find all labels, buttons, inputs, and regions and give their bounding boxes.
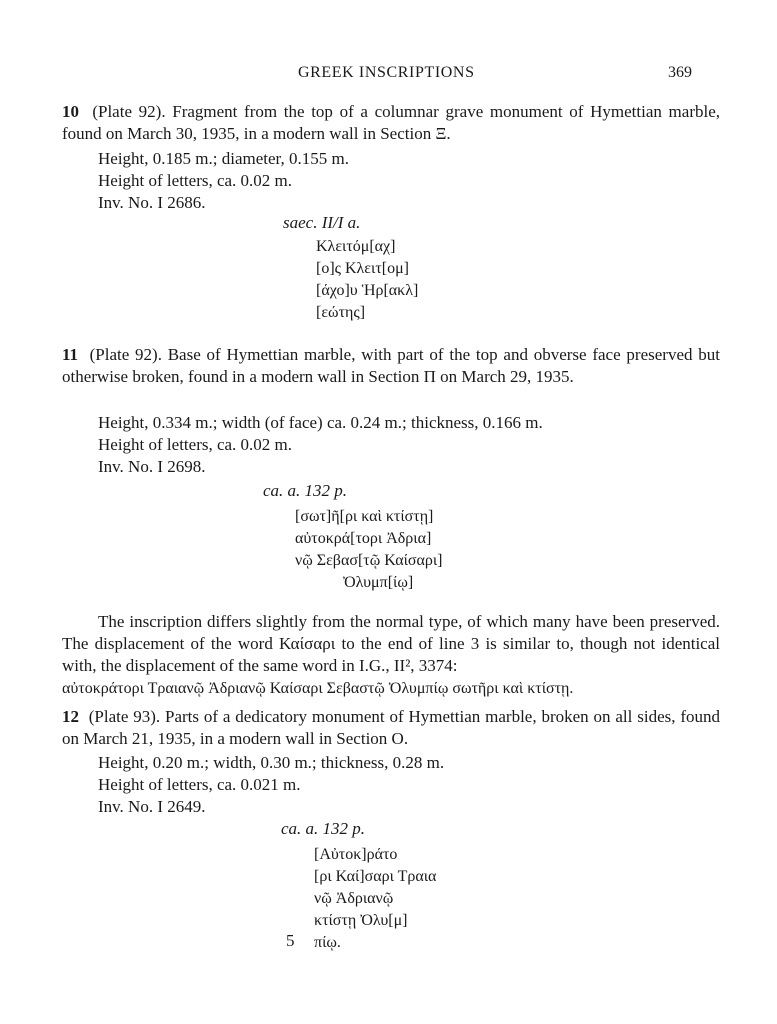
- entry-10-date: saec. II/I a.: [283, 213, 361, 232]
- inscription-line: νῷ Σεβασ[τῷ Καίσαρι]: [295, 552, 443, 569]
- inscription-line: [άχο]υ Ἡρ[ακλ]: [316, 282, 419, 299]
- detail-line: Height of letters, ca. 0.02 m.: [98, 435, 293, 454]
- inscription-line: Ὀλυμπ[ίῳ]: [343, 574, 414, 591]
- entry-11-inscription: [295, 506, 443, 594]
- entry-number: 11: [62, 345, 79, 364]
- entry-12-inscription: [314, 844, 436, 954]
- running-title: GREEK INSCRIPTIONS: [298, 64, 475, 81]
- inscription-line: [ο]ς Κλειτ[ομ]: [316, 260, 409, 277]
- inscription-line: [εώτης]: [316, 304, 366, 321]
- entry-10-inscription: [316, 236, 418, 324]
- commentary-text: The inscription differs slightly from the normal type, of which many have been preserved. The displacement of the word Καίσαρι to the end of line 3 is similar to, though not identical with, the displacement of the same word in I.G., II², 3374:: [62, 612, 720, 675]
- entry-11-intro: [62, 344, 720, 388]
- entry-10-intro: [62, 101, 720, 145]
- entry-10-details: [98, 148, 349, 214]
- inscription-line: [ρι Καί]σαρι Τραια: [314, 868, 437, 885]
- inscription-line: νῷ Ἀδριανῷ: [314, 890, 394, 907]
- entry-11-commentary: [62, 611, 720, 677]
- inscription-line: πίῳ.: [314, 934, 341, 951]
- detail-line: Height of letters, ca. 0.021 m.: [98, 775, 301, 794]
- entry-12-details: [98, 752, 444, 818]
- page-number: 369: [668, 64, 692, 81]
- entry-12-intro: [62, 706, 720, 750]
- entry-intro-text: (Plate 92). Base of Hymettian marble, with part of the top and obverse face preserved but otherwise broken, found in a modern wall in Section Π on March 29, 1935.: [62, 345, 720, 386]
- entry-11-details: [98, 412, 543, 478]
- entry-12-date: ca. a. 132 p.: [281, 819, 366, 838]
- detail-line: Inv. No. I 2698.: [98, 457, 206, 476]
- detail-line: Height, 0.20 m.; width, 0.30 m.; thickness, 0.28 m.: [98, 753, 445, 772]
- detail-line: Height, 0.334 m.; width (of face) ca. 0.24 m.; thickness, 0.166 m.: [98, 413, 543, 432]
- detail-line: Inv. No. I 2649.: [98, 797, 206, 816]
- detail-line: Height, 0.185 m.; diameter, 0.155 m.: [98, 149, 349, 168]
- entry-11-date: ca. a. 132 p.: [263, 481, 348, 500]
- entry-11-quote: αὐτοκράτορι Τραιανῷ Ἀδριανῷ Καίσαρι Σεβαστῷ Ὀλυμπίῳ σωτῆρι καὶ κτίστῃ.: [62, 680, 574, 697]
- inscription-line: [Αὐτοκ]ράτο: [314, 846, 398, 863]
- inscription-line: Κλειτόμ[αχ]: [316, 238, 396, 255]
- entry-number: 10: [62, 102, 79, 121]
- entry-intro-text: (Plate 92). Fragment from the top of a columnar grave monument of Hymettian marble, found on March 30, 1935, in a modern wall in Section Ξ.: [62, 102, 721, 143]
- inscription-line: αὐτοκρά[τορι Ἀδρια]: [295, 530, 432, 547]
- detail-line: Inv. No. I 2686.: [98, 193, 206, 212]
- line-number: 5: [286, 931, 295, 950]
- inscription-line: [σωτ]ῆ[ρι καὶ κτίστῃ]: [295, 508, 434, 525]
- entry-number: 12: [62, 707, 79, 726]
- inscription-line: κτίστῃ Ὀλυ[μ]: [314, 912, 408, 929]
- detail-line: Height of letters, ca. 0.02 m.: [98, 171, 293, 190]
- entry-intro-text: (Plate 93). Parts of a dedicatory monument of Hymettian marble, broken on all sides, found on March 21, 1935, in a modern wall in Section Ο.: [62, 707, 721, 748]
